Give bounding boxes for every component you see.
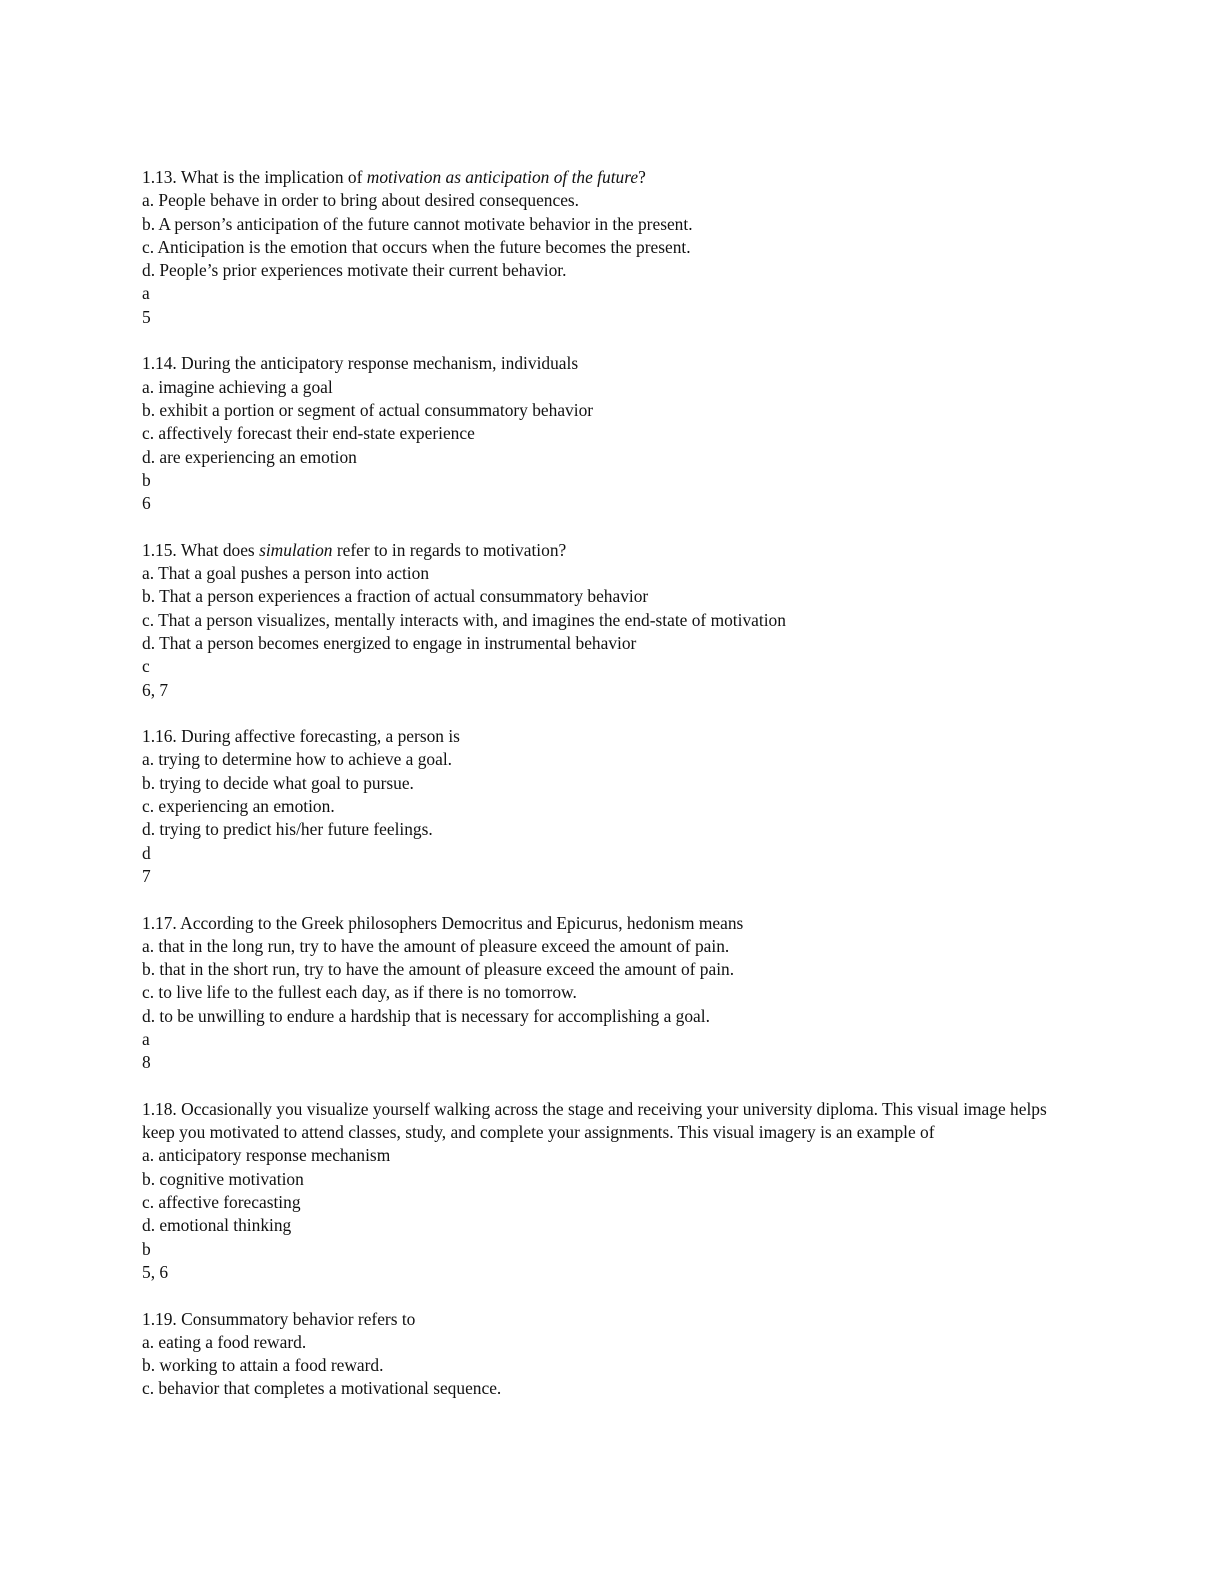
question-1-18 xyxy=(142,1098,1082,1284)
option-a: a. imagine achieving a goal xyxy=(142,376,333,397)
question-1-13 xyxy=(142,166,1082,329)
option-d: d. trying to predict his/her future feelings. xyxy=(142,819,433,840)
option-d: d. are experiencing an emotion xyxy=(142,446,357,467)
question-1-17 xyxy=(142,912,1082,1075)
option-c: c. experiencing an emotion. xyxy=(142,796,335,817)
option-b: b. trying to decide what goal to pursue. xyxy=(142,772,414,793)
answer-key: b xyxy=(142,469,151,490)
question-1-16 xyxy=(142,725,1082,888)
option-a: a. That a goal pushes a person into action xyxy=(142,563,430,584)
answer-key: a xyxy=(142,283,150,304)
answer-key: a xyxy=(142,1028,150,1049)
question-stem xyxy=(142,352,1082,375)
question-1-19 xyxy=(142,1308,1082,1401)
option-d: d. emotional thinking xyxy=(142,1215,292,1236)
stem-text: 1.19. Consummatory behavior refers to xyxy=(142,1308,416,1329)
page-reference: 6, 7 xyxy=(142,679,169,700)
page-reference: 5, 6 xyxy=(142,1261,169,1282)
option-b: b. exhibit a portion or segment of actual consummatory behavior xyxy=(142,399,594,420)
option-c: c. Anticipation is the emotion that occurs when the future becomes the present. xyxy=(142,236,691,257)
question-1-15 xyxy=(142,539,1082,702)
page-reference: 6 xyxy=(142,493,151,514)
stem-italic-text: motivation as anticipation of the future xyxy=(366,167,639,187)
stem-text: 1.14. During the anticipatory response mechanism, individuals xyxy=(142,353,579,374)
stem-text: 1.15. What does xyxy=(142,539,260,560)
option-d: d. to be unwilling to endure a hardship that is necessary for accomplishing a goal. xyxy=(142,1005,710,1026)
stem-text: 1.13. What is the implication of xyxy=(142,167,367,187)
option-a: a. that in the long run, try to have the amount of pleasure exceed the amount of pain. xyxy=(142,935,730,956)
stem-text: 1.17. According to the Greek philosophers Democritus and Epicurus, hedonism means xyxy=(142,912,744,933)
option-c: c. affective forecasting xyxy=(142,1192,301,1213)
page-reference: 7 xyxy=(142,865,151,886)
option-a: a. trying to determine how to achieve a goal. xyxy=(142,749,453,770)
option-d: d. That a person becomes energized to engage in instrumental behavior xyxy=(142,632,637,653)
option-c: c. affectively forecast their end-state experience xyxy=(142,423,475,444)
option-b: b. working to attain a food reward. xyxy=(142,1355,384,1376)
stem-text-end: ? xyxy=(638,167,646,187)
answer-key: b xyxy=(142,1238,151,1259)
option-b: b. That a person experiences a fraction of actual consummatory behavior xyxy=(142,586,649,607)
page-reference: 5 xyxy=(142,306,151,327)
question-stem xyxy=(142,725,1082,748)
option-c: c. That a person visualizes, mentally interacts with, and imagines the end-state of motivation xyxy=(142,609,786,630)
option-b: b. that in the short run, try to have the amount of pleasure exceed the amount of pain. xyxy=(142,959,735,980)
page-reference: 8 xyxy=(142,1052,151,1073)
stem-text: 1.16. During affective forecasting, a person is xyxy=(142,726,460,747)
question-stem xyxy=(142,1098,1082,1145)
option-b: b. cognitive motivation xyxy=(142,1168,304,1189)
stem-text: 1.18. Occasionally you visualize yourself walking across the stage and receiving your university diploma. This visual image helps keep you motivated to attend classes, study, and complete your assignments. This visual imagery is an example of xyxy=(142,1098,1047,1143)
question-1-14 xyxy=(142,352,1082,515)
stem-italic-text: simulation xyxy=(259,539,333,560)
option-c: c. behavior that completes a motivational sequence. xyxy=(142,1378,502,1399)
question-stem xyxy=(142,539,1082,562)
answer-key: d xyxy=(142,842,151,863)
option-c: c. to live life to the fullest each day, as if there is no tomorrow. xyxy=(142,982,577,1003)
option-a: a. anticipatory response mechanism xyxy=(142,1145,391,1166)
option-a: a. People behave in order to bring about desired consequences. xyxy=(142,190,580,211)
option-d: d. People’s prior experiences motivate their current behavior. xyxy=(142,260,567,281)
option-b: b. A person’s anticipation of the future cannot motivate behavior in the present. xyxy=(142,213,693,234)
option-a: a. eating a food reward. xyxy=(142,1331,307,1352)
document-page xyxy=(142,166,1082,1401)
stem-text-end: refer to in regards to motivation? xyxy=(332,539,567,560)
question-stem xyxy=(142,166,1082,189)
question-stem xyxy=(142,1308,1082,1331)
question-stem xyxy=(142,912,1082,935)
answer-key: c xyxy=(142,656,150,677)
